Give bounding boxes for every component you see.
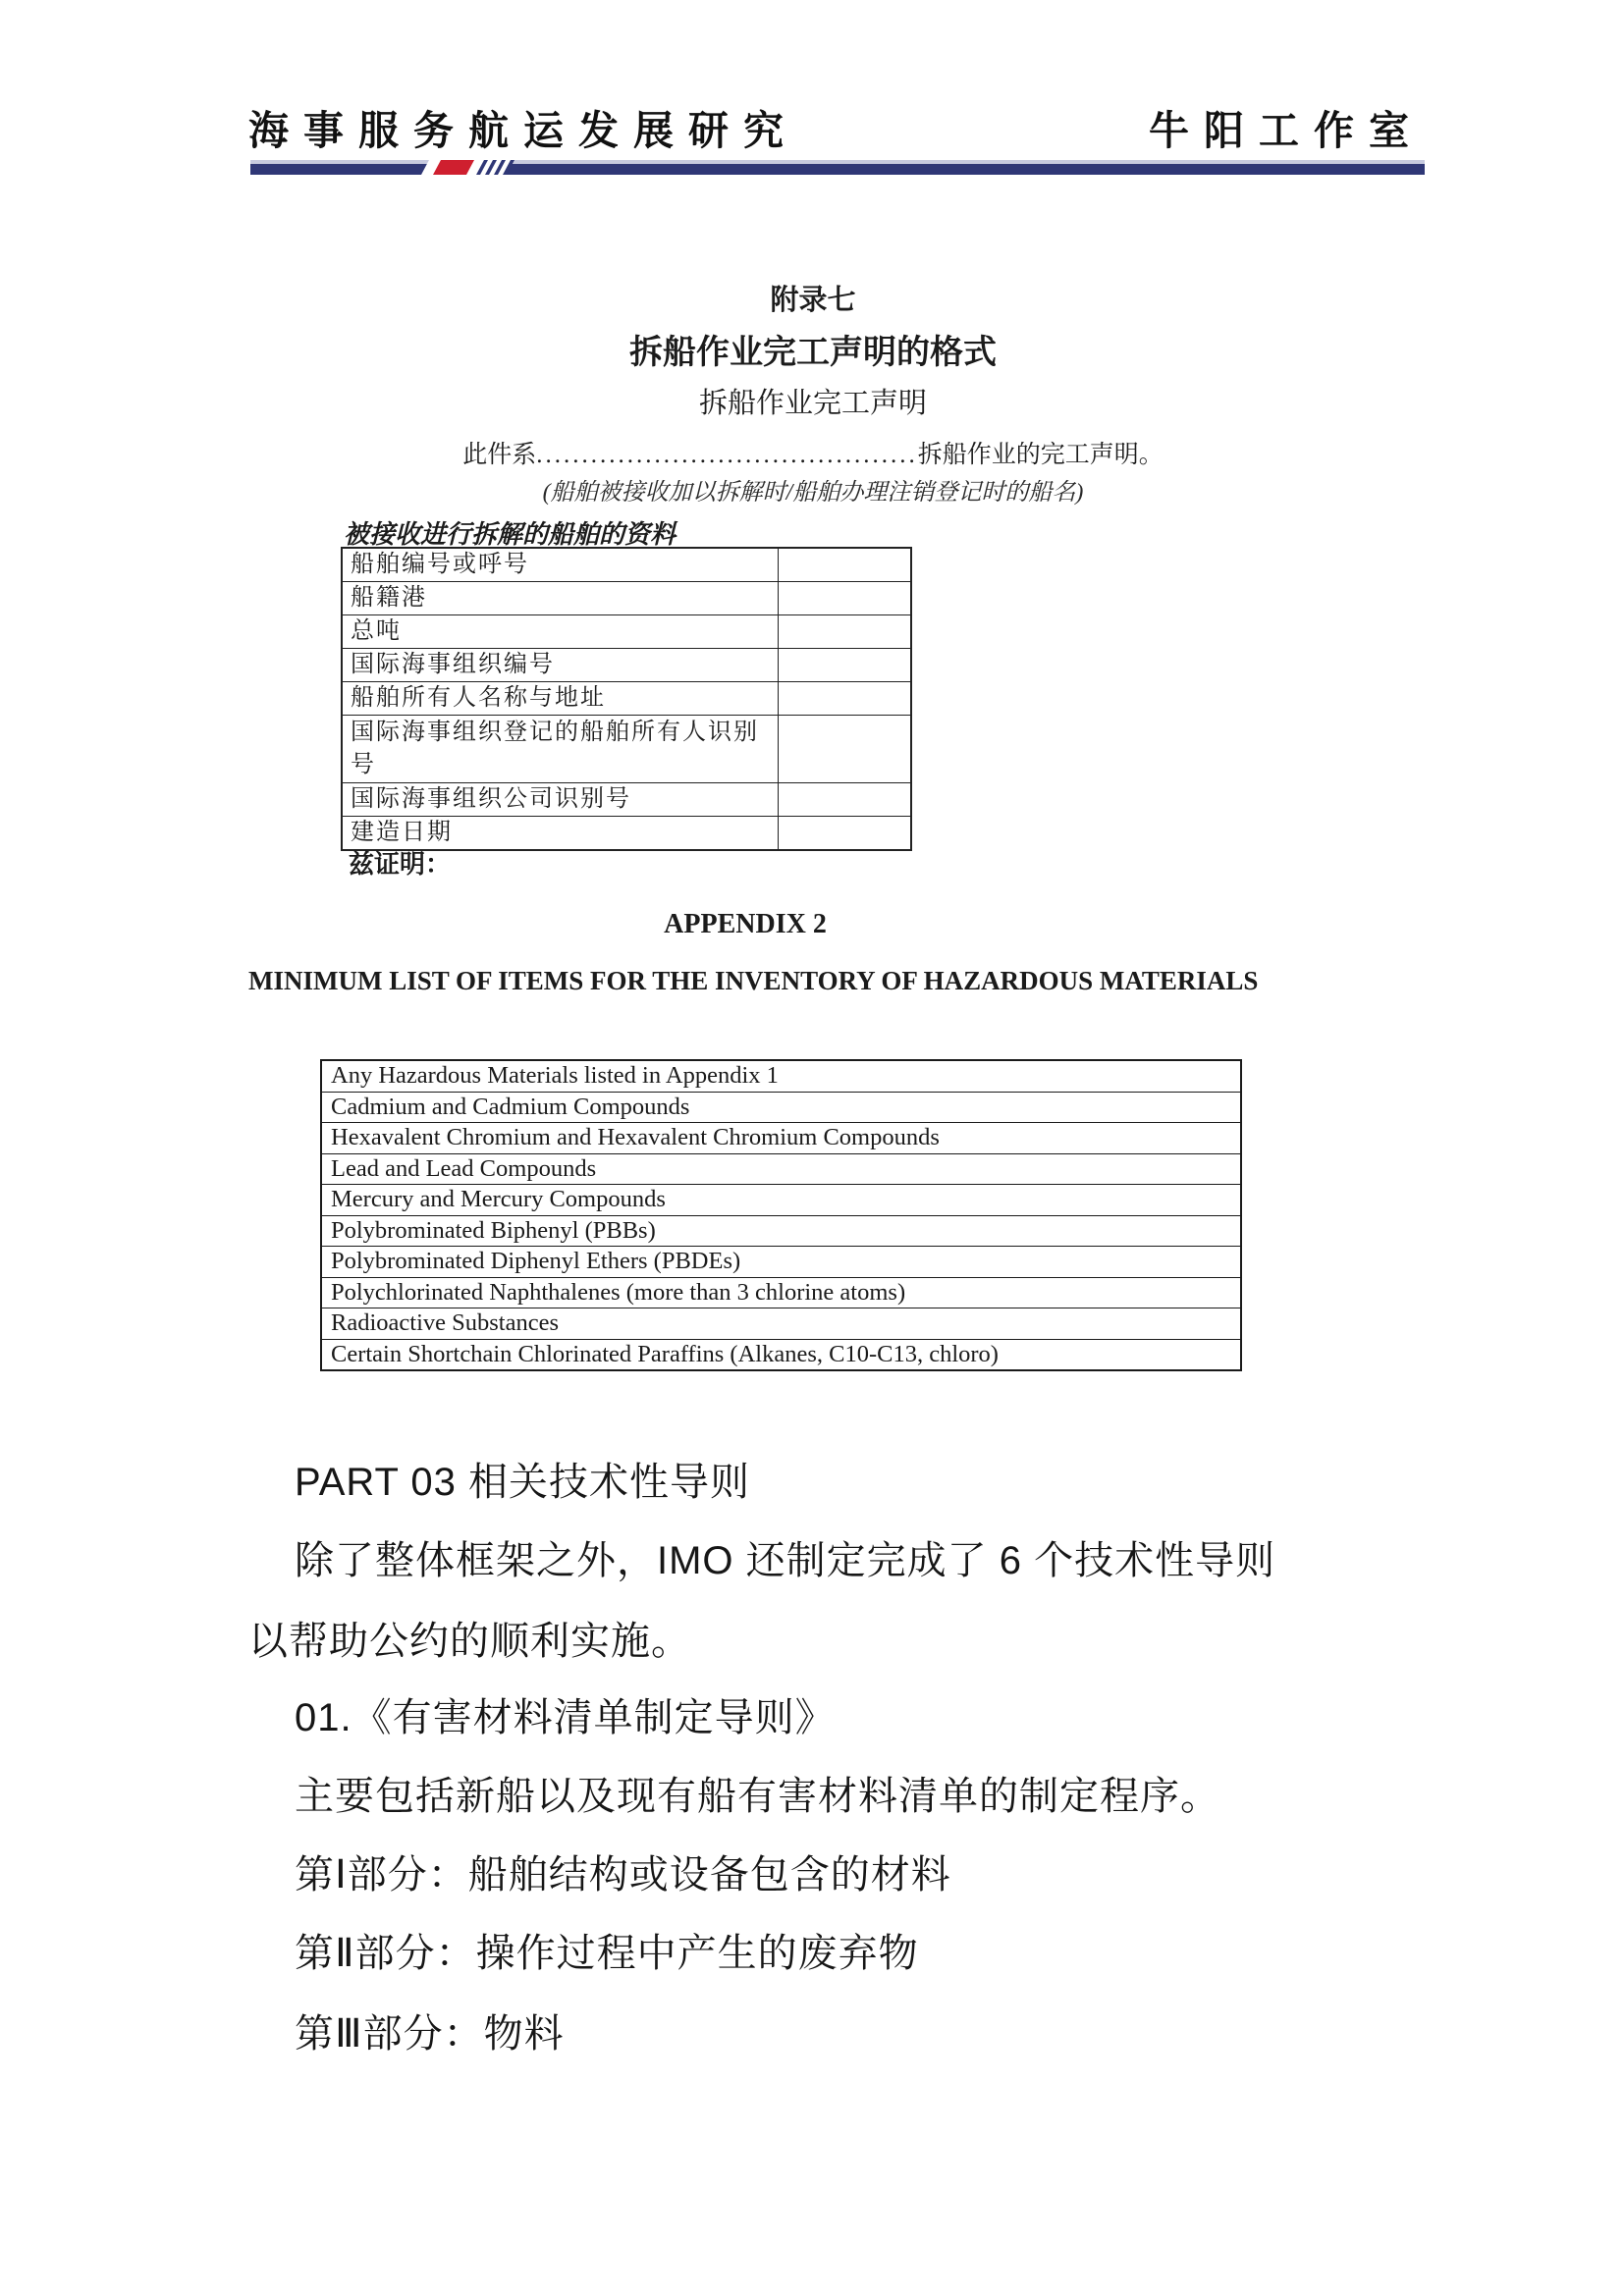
hazmat-item: Cadmium and Cadmium Compounds	[321, 1092, 1241, 1123]
row-value-cell	[779, 548, 912, 582]
statement-intro-line	[248, 435, 1378, 470]
hazmat-row	[321, 1123, 1241, 1154]
row-value-cell	[779, 582, 912, 615]
table-row	[342, 548, 911, 582]
hazmat-item: Lead and Lead Compounds	[321, 1153, 1241, 1185]
hazmat-row	[321, 1153, 1241, 1185]
row-value-cell	[779, 649, 912, 682]
row-label: 船籍港	[342, 582, 779, 615]
hazmat-item: Polychlorinated Naphthalenes (more than 3 chlorine atoms)	[321, 1277, 1241, 1308]
hazmat-item: Mercury and Mercury Compounds	[321, 1185, 1241, 1216]
row-value-cell	[779, 783, 912, 817]
statement-title: 拆船作业完工声明	[698, 388, 927, 419]
row-label: 总吨	[342, 615, 779, 649]
part3-guideline-title: 01.《有害材料清单制定导则》	[295, 1696, 836, 1739]
hazmat-item: Polybrominated Biphenyl (PBBs)	[321, 1215, 1241, 1247]
part3-section-ii: 第Ⅱ部分：操作过程中产生的废弃物	[295, 1932, 919, 1975]
appendix2-title: APPENDIX 2	[664, 909, 827, 939]
row-label: 国际海事组织公司识别号	[342, 783, 779, 817]
hazmat-item: Certain Shortchain Chlorinated Paraffins (Alkanes, C10-C13, chloro)	[321, 1339, 1241, 1370]
appendix2-subtitle: MINIMUM LIST OF ITEMS FOR THE INVENTORY OF HAZARDOUS MATERIALS	[248, 966, 1259, 995]
part3-section-iii: 第Ⅲ部分：物料	[295, 2012, 565, 2056]
part3-paragraph: 主要包括新船以及现有船有害材料清单的制定程序。	[295, 1775, 1220, 1818]
table-row	[342, 649, 911, 682]
intro-prefix: 此件系	[462, 442, 537, 468]
table-row	[342, 716, 911, 783]
hazmat-row	[321, 1060, 1241, 1092]
hazmat-row	[321, 1308, 1241, 1340]
part3-heading: PART 03 相关技术性导则	[295, 1461, 750, 1504]
hazmat-row	[321, 1277, 1241, 1308]
hazmat-row	[321, 1247, 1241, 1278]
header-rule	[250, 160, 1425, 175]
certify-label: 兹证明：	[349, 850, 452, 879]
part3-section-i: 第Ⅰ部分：船舶结构或设备包含的材料	[295, 1853, 951, 1896]
hazmat-item: Radioactive Substances	[321, 1308, 1241, 1340]
hazardous-materials-table	[320, 1059, 1242, 1371]
hazmat-row	[321, 1339, 1241, 1370]
row-label: 国际海事组织编号	[342, 649, 779, 682]
part3-paragraph: 以帮助公约的顺利实施。	[248, 1620, 691, 1663]
row-label: 船舶所有人名称与地址	[342, 682, 779, 716]
row-value-cell	[779, 817, 912, 851]
intro-dotted-blank: ..........................................	[536, 442, 918, 468]
header-left-title: 海事服务航运发展研究	[248, 108, 798, 153]
ship-info-table	[341, 547, 912, 851]
hazmat-item: Polybrominated Diphenyl Ethers (PBDEs)	[321, 1247, 1241, 1278]
table-row	[342, 682, 911, 716]
table-row	[342, 615, 911, 649]
hazmat-row	[321, 1092, 1241, 1123]
header-right-title: 牛阳工作室	[1149, 108, 1424, 153]
appendix7-title: 附录七	[770, 285, 856, 316]
table-row	[342, 783, 911, 817]
hazmat-row	[321, 1215, 1241, 1247]
row-label: 船舶编号或呼号	[342, 548, 779, 582]
table-row	[342, 582, 911, 615]
row-value-cell	[779, 682, 912, 716]
part3-paragraph: 除了整体框架之外，IMO 还制定完成了 6 个技术性导则	[295, 1539, 1276, 1582]
intro-note: (船舶被接收加以拆解时/船舶办理注销登记时的船名)	[542, 480, 1084, 506]
hazmat-item: Any Hazardous Materials listed in Appendix 1	[321, 1060, 1241, 1092]
hazmat-item: Hexavalent Chromium and Hexavalent Chromium Compounds	[321, 1123, 1241, 1154]
row-value-cell	[779, 716, 912, 783]
row-label: 国际海事组织登记的船舶所有人识别号	[342, 716, 779, 783]
row-value-cell	[779, 615, 912, 649]
hazmat-row	[321, 1185, 1241, 1216]
appendix7-subtitle: 拆船作业完工声明的格式	[629, 335, 997, 371]
intro-suffix: 拆船作业的完工声明。	[917, 442, 1164, 468]
row-label: 建造日期	[342, 817, 779, 851]
ship-info-heading: 被接收进行拆解的船舶的资料	[344, 520, 677, 549]
